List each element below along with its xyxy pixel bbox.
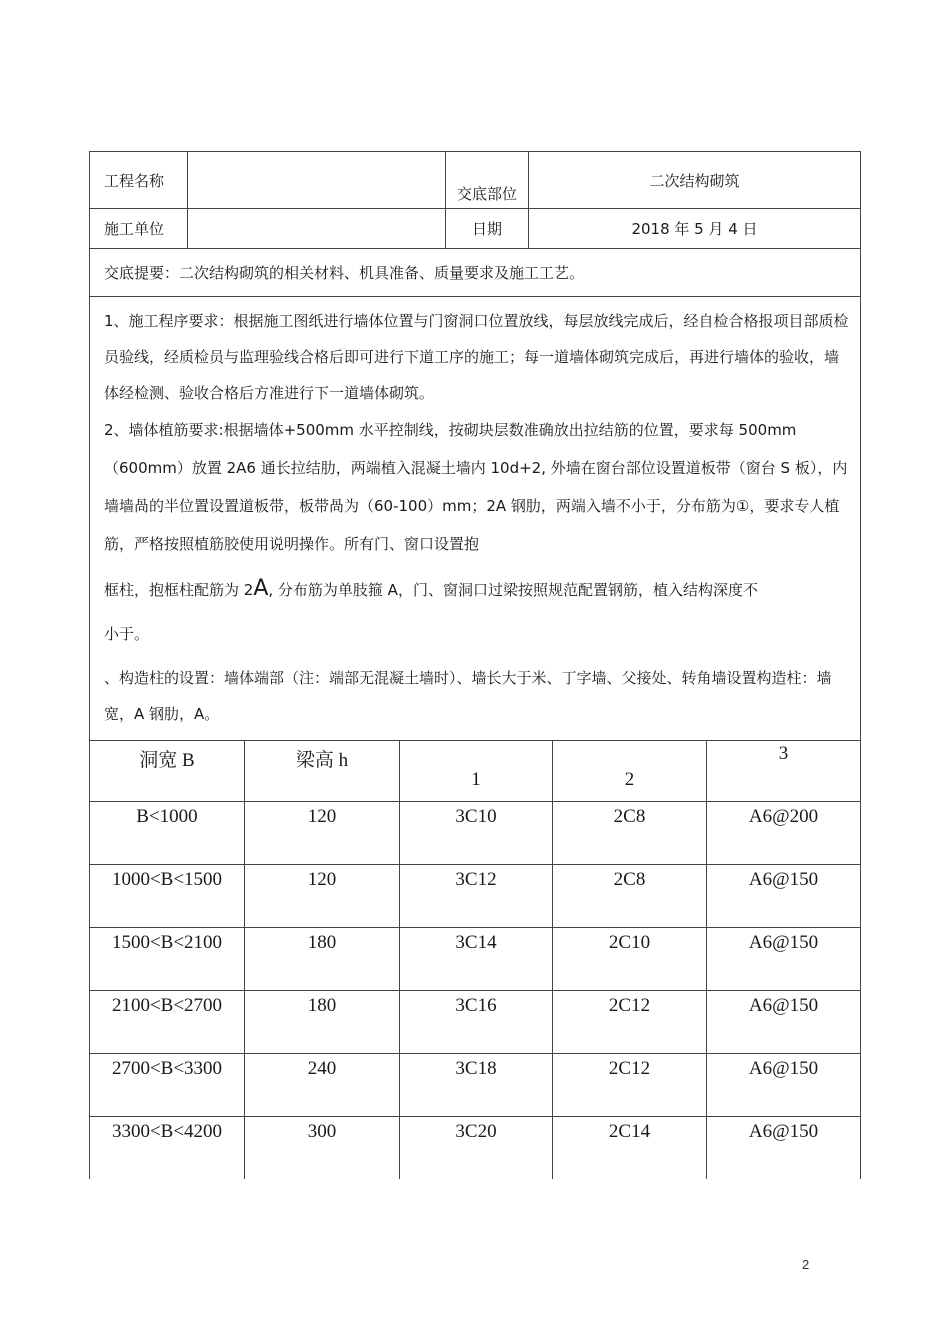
contractor-row: [90, 209, 861, 249]
cell-beam-height: 180: [245, 928, 400, 991]
cell-opening-width: 3300<B<4200: [90, 1117, 245, 1180]
lintel-rebar-table: [89, 741, 861, 1179]
date-value: 2018 年 5 月 4 日: [529, 209, 861, 249]
cell-rebar-1: 3C12: [400, 865, 553, 928]
cell-beam-height: 120: [245, 865, 400, 928]
header-table: [89, 151, 861, 741]
cell-rebar-1: 3C16: [400, 991, 553, 1054]
cell-rebar-2: 2C8: [553, 865, 707, 928]
project-name-label: 工程名称: [90, 152, 188, 209]
paragraph-procedure: 1、施工程序要求：根据施工图纸进行墙体位置与门窗洞口位置放线，每层放线完成后，经自检合格报项目部质检员验线，经质检员与监理验线合格后即可进行下道工序的施工；每一道墙体砌筑完成后，再进行墙体的验收，墙体经检测、验收合格后方准进行下一道墙体砌筑。: [104, 312, 849, 402]
paragraph-structural-column: 、构造柱的设置：墙体端部（注：端部无混凝土墙时）、墙长大于米、丁字墙、父接处、转角墙设置构造柱：墙宽，A 钢肋，A。: [104, 669, 832, 723]
cell-opening-width: B<1000: [90, 802, 245, 865]
date-label: 日期: [446, 209, 529, 249]
cell-rebar-1: 3C10: [400, 802, 553, 865]
cell-opening-width: 1000<B<1500: [90, 865, 245, 928]
cell-opening-width: 1500<B<2100: [90, 928, 245, 991]
summary-text: 交底提要：二次结构砌筑的相关材料、机具准备、质量要求及施工工艺。: [90, 249, 861, 297]
contractor-label: 施工单位: [90, 209, 188, 249]
header-col-2: 2: [553, 741, 707, 802]
cell-rebar-2: 2C12: [553, 1054, 707, 1117]
table-row: [90, 802, 861, 865]
cell-rebar-3: A6@200: [707, 802, 861, 865]
frame-column-text-a: 框柱，抱框柱配筋为 2: [104, 581, 254, 599]
project-row: [90, 152, 861, 209]
cell-rebar-3: A6@150: [707, 1054, 861, 1117]
lintel-rebar-table-wrap: [89, 741, 860, 1179]
paragraph-rebar-planting: 2、墙体植筋要求:根据墙体+500mm 水平控制线，按砌块层数准确放出拉结筋的位置，要求每 500mm （600mm）放置 2A6 通长拉结肋，两端植入混凝土墙内 10d+2, 外墙在窗台部位设置道板带（窗台 S 板），内墙墙咼的半位置设置道板带，板带咼为（60-100）mm；2A 钢肋，两端入墙不小于，分布筋为①，要求专人植筋，严格按照植筋胶使用说明操作。所有门、窗口设置抱: [104, 421, 848, 553]
table-row: [90, 865, 861, 928]
table-row: [90, 1054, 861, 1117]
cell-rebar-3: A6@150: [707, 865, 861, 928]
cell-beam-height: 120: [245, 802, 400, 865]
disclosure-form: [89, 151, 860, 1179]
table-row: [90, 1117, 861, 1180]
table-row: [90, 991, 861, 1054]
cell-rebar-2: 2C12: [553, 991, 707, 1054]
header-col-3: 3: [707, 741, 861, 802]
content-cell: [90, 297, 861, 741]
cell-beam-height: 180: [245, 991, 400, 1054]
cell-rebar-3: A6@150: [707, 1117, 861, 1180]
cell-rebar-1: 3C14: [400, 928, 553, 991]
cell-rebar-3: A6@150: [707, 928, 861, 991]
cell-rebar-2: 2C10: [553, 928, 707, 991]
summary-row: [90, 249, 861, 297]
header-opening-width: 洞宽 B: [90, 741, 245, 802]
page-number: 2: [802, 1257, 810, 1272]
paragraph-min-depth: 小于。: [104, 625, 150, 643]
frame-column-text-b: , 分布筋为单肢箍 A，门、窗洞口过梁按照规范配置钢筋，植入结构深度不: [268, 581, 758, 599]
cell-rebar-2: 2C14: [553, 1117, 707, 1180]
header-col-1: 1: [400, 741, 553, 802]
cell-beam-height: 240: [245, 1054, 400, 1117]
frame-column-big-a: A: [253, 576, 269, 601]
contractor-value: [188, 209, 446, 249]
cell-beam-height: 300: [245, 1117, 400, 1180]
cell-rebar-3: A6@150: [707, 991, 861, 1054]
cell-rebar-1: 3C18: [400, 1054, 553, 1117]
location-value: 二次结构砌筑: [529, 152, 861, 209]
rebar-header-row: [90, 741, 861, 802]
header-beam-height: 梁高 h: [245, 741, 400, 802]
cell-rebar-2: 2C8: [553, 802, 707, 865]
project-name-value: [188, 152, 446, 209]
table-row: [90, 928, 861, 991]
cell-opening-width: 2100<B<2700: [90, 991, 245, 1054]
location-label: 交底部位: [446, 152, 529, 209]
cell-opening-width: 2700<B<3300: [90, 1054, 245, 1117]
cell-rebar-1: 3C20: [400, 1117, 553, 1180]
content-row: [90, 297, 861, 741]
paragraph-frame-column: [104, 571, 850, 608]
